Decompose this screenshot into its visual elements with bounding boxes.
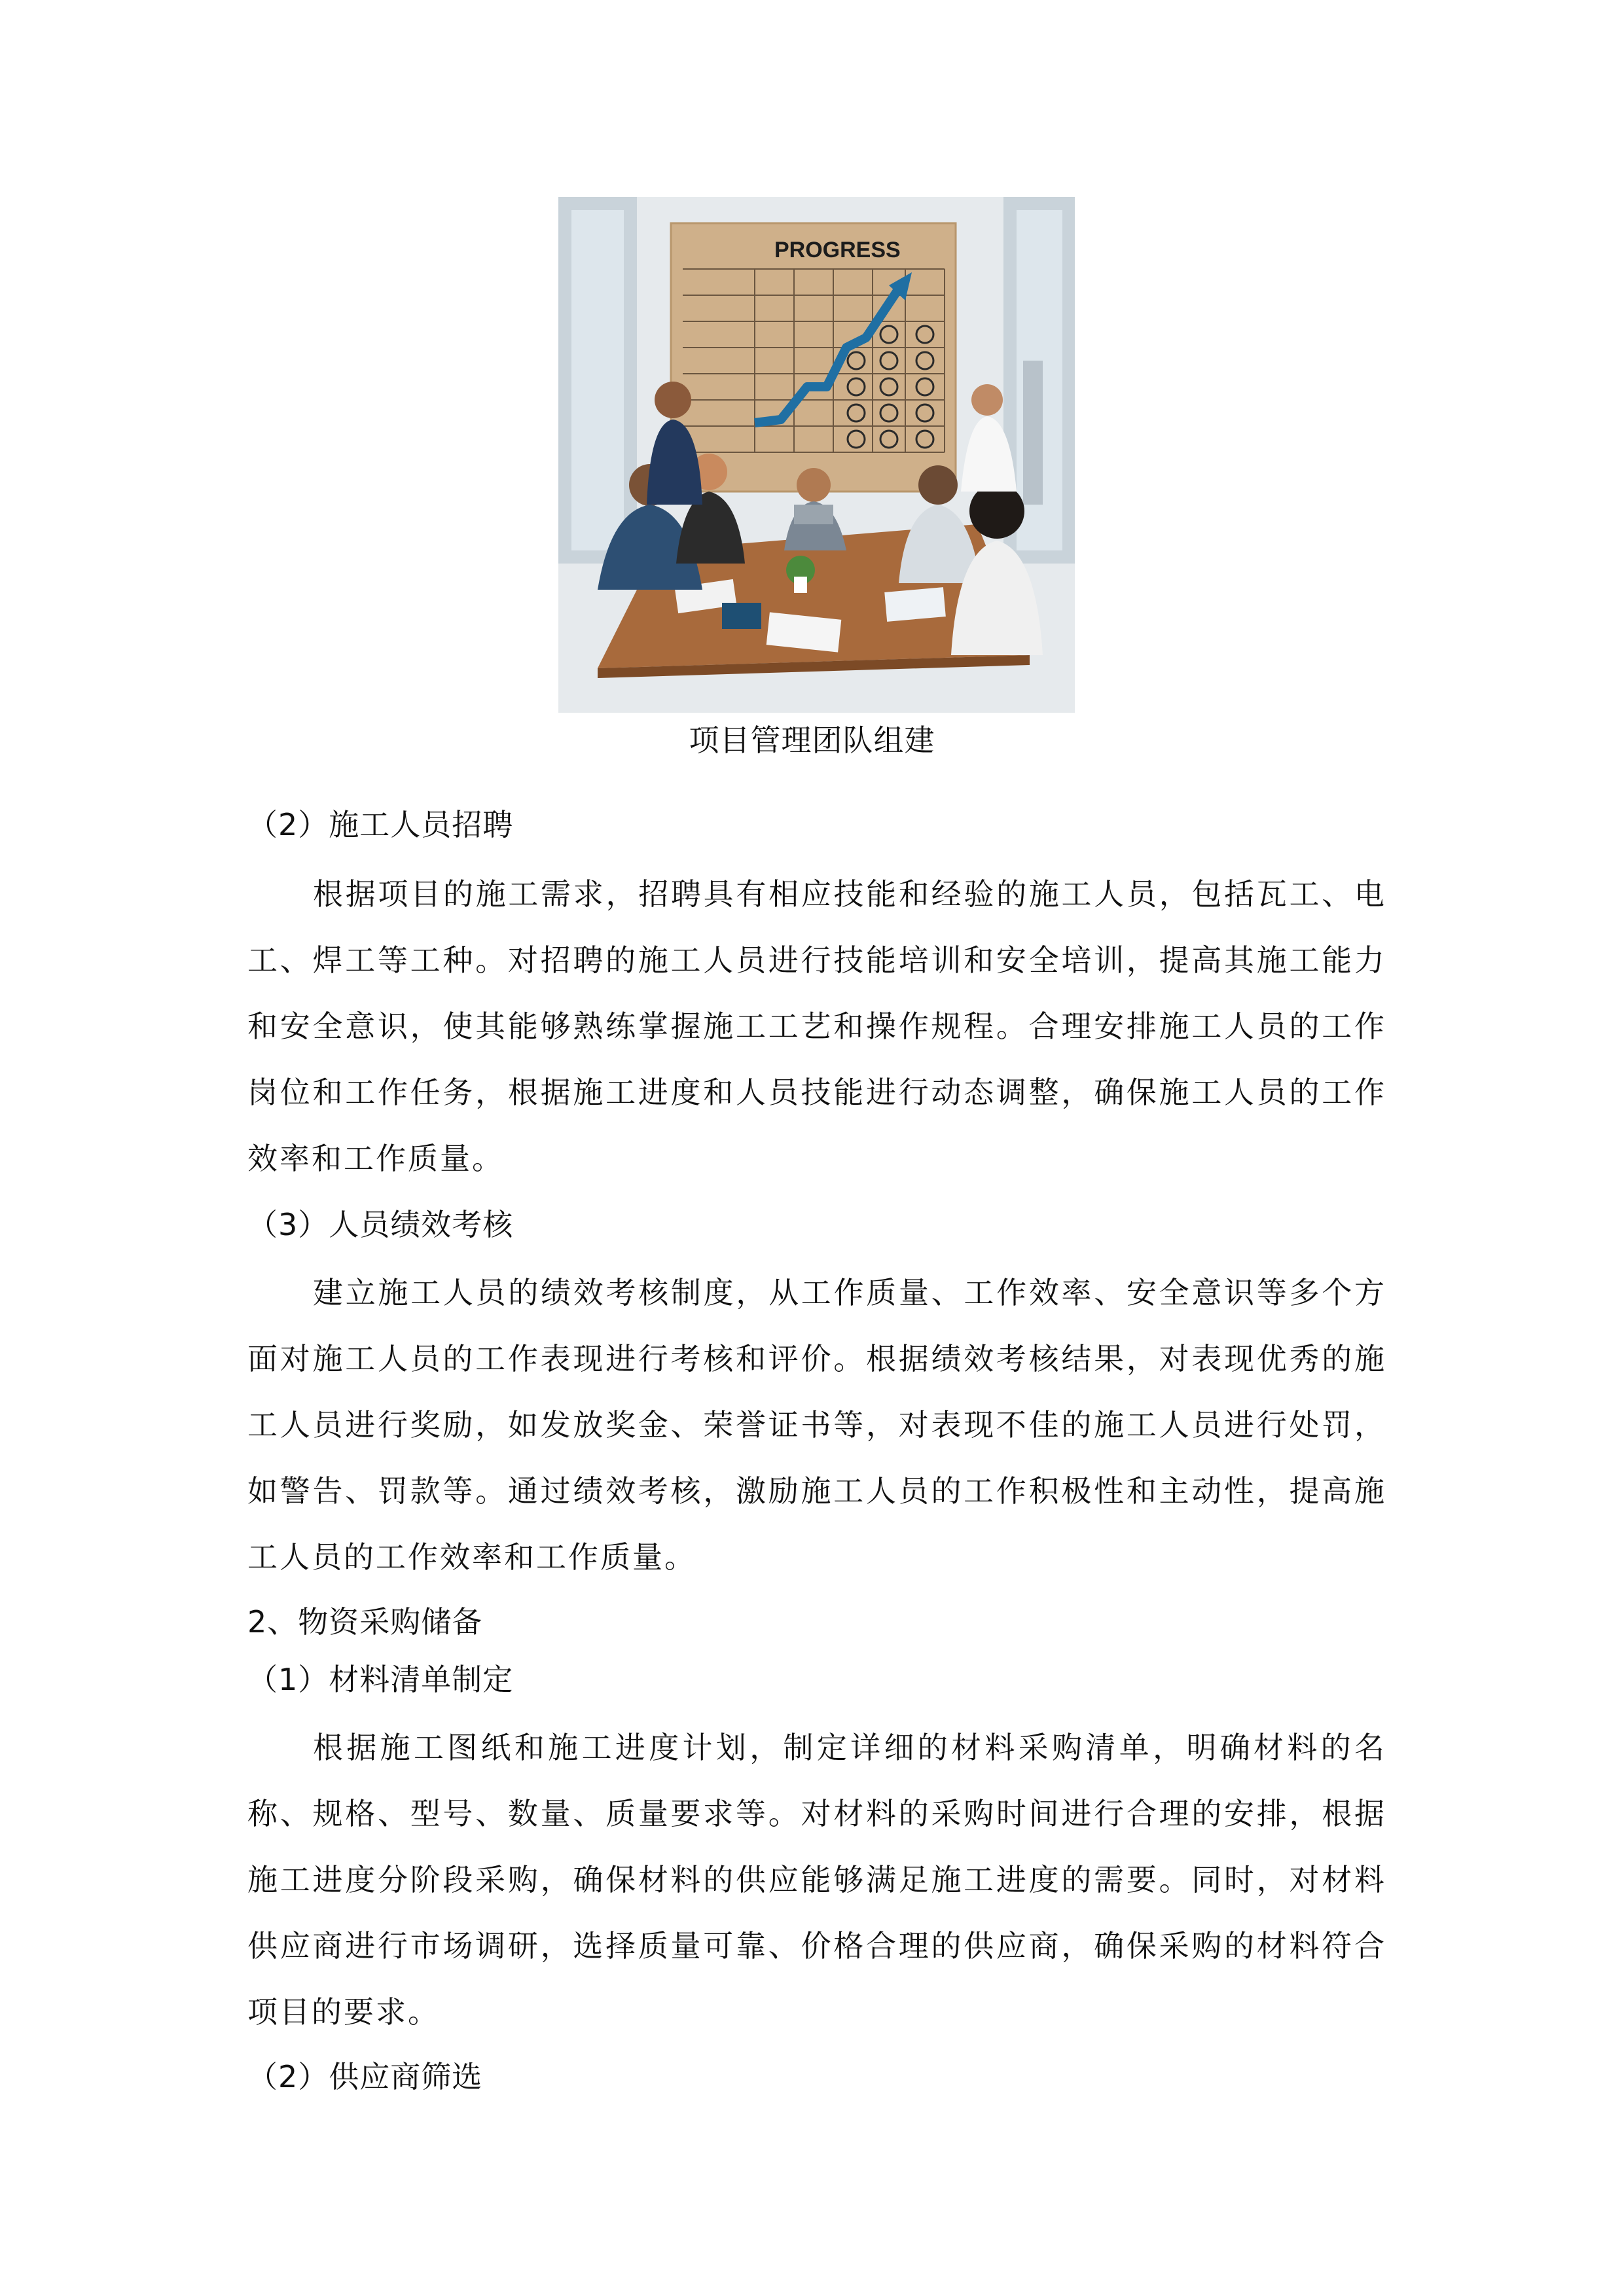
- section-heading-performance: （3）人员绩效考核: [247, 1207, 514, 1242]
- paragraph-performance: 建立施工人员的绩效考核制度，从工作质量、工作效率、安全意识等多个方面对施工人员的工作表现进行考核和评价。根据绩效考核结果，对表现优秀的施工人员进行奖励，如发放奖金、荣誉证书等，对表现不佳的施工人员进行处罚，如警告、罚款等。通过绩效考核，激励施工人员的工作积极性和主动性，提高施工人员的工作效率和工作质量。: [247, 1275, 1386, 1575]
- team-meeting-photo: [558, 197, 1075, 713]
- board-title: PROGRESS: [774, 238, 901, 262]
- paragraph-recruitment: 根据项目的施工需求，招聘具有相应技能和经验的施工人员，包括瓦工、电工、焊工等工种。对招聘的施工人员进行技能培训和安全培训，提高其施工能力和安全意识，使其能够熟练掌握施工工艺和操作规程。合理安排施工人员的工作岗位和工作任务，根据施工进度和人员技能进行动态调整，确保施工人员的工作效率和工作质量。: [247, 876, 1386, 1176]
- paragraph-material-list: 根据施工图纸和施工进度计划，制定详细的材料采购清单，明确材料的名称、规格、型号、数量、质量要求等。对材料的采购时间进行合理的安排，根据施工进度分阶段采购，确保材料的供应能够满足施工进度的需要。同时，对材料供应商进行市场调研，选择质量可靠、价格合理的供应商，确保采购的材料符合项目的要求。: [247, 1730, 1386, 2030]
- section-heading-supplier-selection: （2）供应商筛选: [247, 2059, 483, 2094]
- team-meeting-illustration: [558, 197, 1075, 713]
- section-title-procurement: 2、物资采购储备: [247, 1604, 483, 1640]
- section-heading-material-list: （1）材料清单制定: [247, 1662, 514, 1697]
- figure-caption: 项目管理团队组建: [689, 723, 935, 758]
- section-heading-recruitment: （2）施工人员招聘: [247, 807, 514, 842]
